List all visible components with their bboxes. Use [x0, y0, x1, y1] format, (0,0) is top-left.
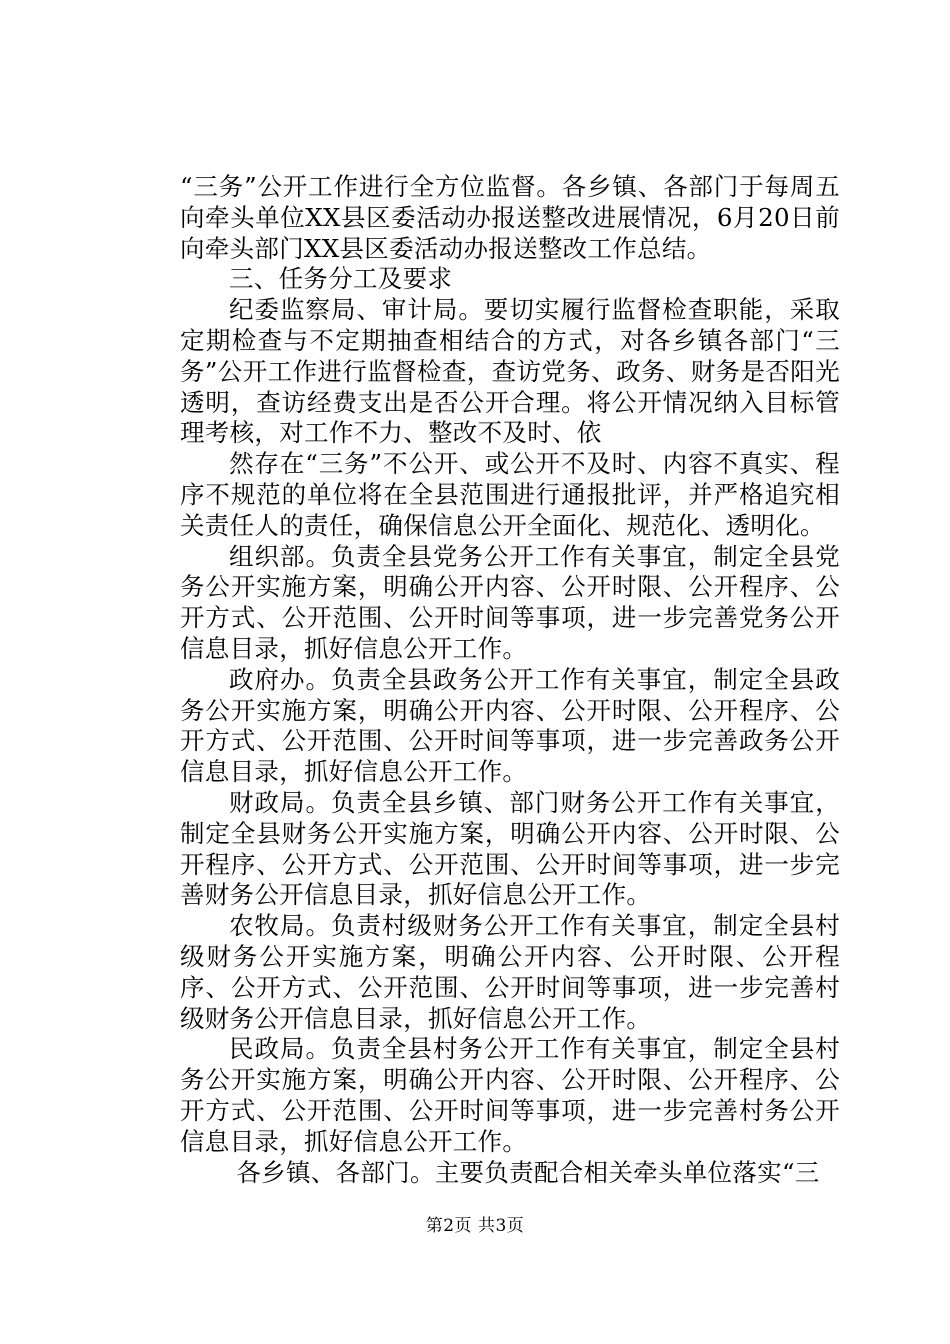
paragraph-government-office: 政府办。负责全县政务公开工作有关事宜，制定全县政务公开实施方案，明确公开内容、公开时限、公开程序、公开方式、公开范围、公开时间等事项，进一步完善政务公开信息目录，抓好信息公开工作。 — [180, 664, 840, 787]
section-heading: 三、任务分工及要求 — [229, 264, 453, 294]
paragraph-civil-affairs-bureau: 民政局。负责全县村务公开工作有关事宜，制定全县村务公开实施方案，明确公开内容、公开时限、公开程序、公开方式、公开范围、公开时间等事项，进一步完善村务公开信息目录，抓好信息公开工作。 — [180, 1034, 840, 1156]
paragraph-agriculture-bureau: 农牧局。负责村级财务公开工作有关事宜，制定全县村级财务公开实施方案，明确公开内容、公开时限、公开程序、公开方式、公开范围、公开时间等事项，进一步完善村级财务公开信息目录，抓好信息公开工作。 — [180, 911, 840, 1033]
paragraph-finance-bureau: 财政局。负责全县乡镇、部门财务公开工作有关事宜，制定全县财务公开实施方案，明确公开内容、公开时限、公开程序、公开方式、公开范围、公开时间等事项，进一步完善财务公开信息目录，抓好信息公开工作。 — [180, 787, 840, 910]
paragraph-discipline-audit: 纪委监察局、审计局。要切实履行监督检查职能，采取定期检查与不定期抽查相结合的方式，对各乡镇各部门“三务”公开工作进行监督检查，查访党务、政务、财务是否阳光透明，查访经费支出是否公开合理。将公开情况纳入目标管理考核，对工作不力、整改不及时、依 — [180, 295, 840, 448]
paragraph-continuation: “三务”公开工作进行全方位监督。各乡镇、各部门于每周五向牵头单位XX县区委活动办报送整改进展情况，6月20日前向牵头部门XX县区委活动办报送整改工作总结。 — [180, 172, 840, 263]
paragraph-accountability: 然存在“三务”不公开、或公开不及时、内容不真实、程序不规范的单位将在全县范围进行通报批评，并严格追究相关责任人的责任，确保信息公开全面化、规范化、透明化。 — [180, 449, 840, 540]
page-footer — [0, 1215, 950, 1237]
paragraph-townships-departments: 各乡镇、各部门。主要负责配合相关牵头单位落实“三 — [236, 1157, 820, 1187]
page-number-label: 第2页 共3页 — [425, 1216, 525, 1236]
document-body — [180, 172, 840, 1188]
paragraph-organization-dept: 组织部。负责全县党务公开工作有关事宜，制定全县党务公开实施方案，明确公开内容、公开时限、公开程序、公开方式、公开范围、公开时间等事项，进一步完善党务公开信息目录，抓好信息公开工作。 — [180, 541, 840, 663]
